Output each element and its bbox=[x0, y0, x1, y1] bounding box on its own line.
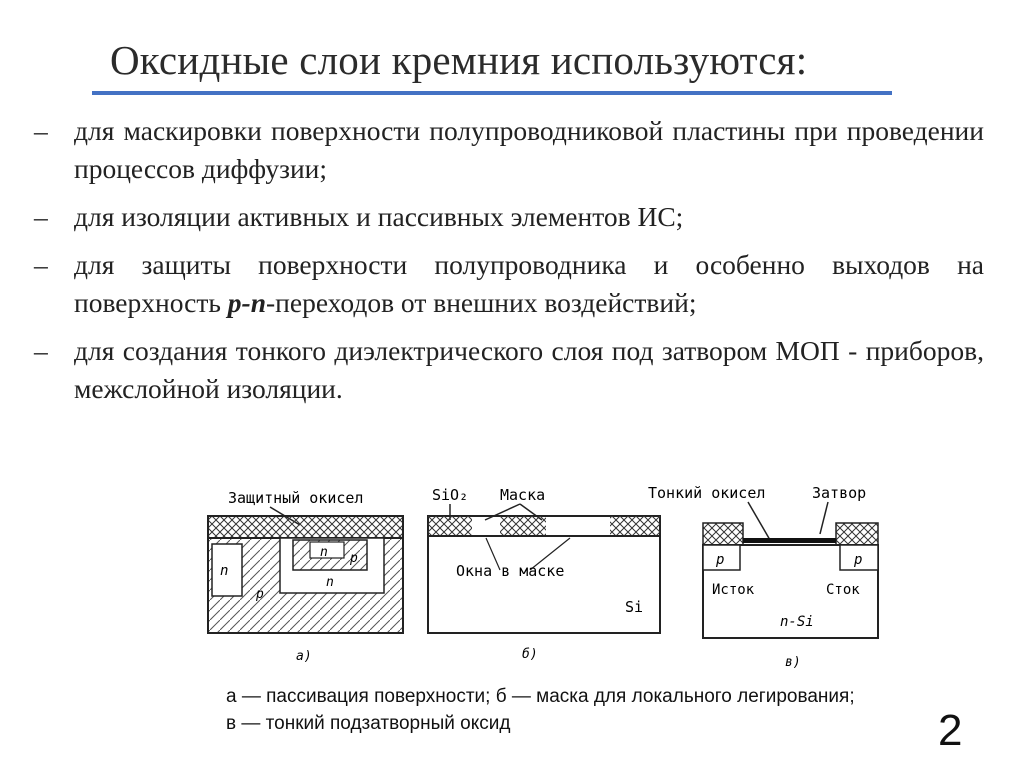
oxide-left bbox=[703, 523, 743, 545]
leader-line bbox=[748, 502, 770, 540]
label-mask: Маска bbox=[500, 486, 546, 504]
label-protective-oxide: Защитный окисел bbox=[228, 489, 364, 507]
slide-title: Оксидные слои кремния используются: bbox=[110, 37, 808, 83]
label-n: n bbox=[326, 575, 334, 590]
bullet-text: для создания тонкого диэлектрического слоя под затвором МОП - приборов, межслойной изоляции. bbox=[74, 335, 984, 404]
bullet-marker: – bbox=[34, 335, 48, 366]
bullet-text: для защиты поверхности полупроводника и особенно выходов на поверхность bbox=[74, 249, 984, 318]
label-p: p bbox=[256, 587, 264, 602]
label-p: p bbox=[350, 551, 358, 566]
oxide-segment bbox=[610, 516, 660, 536]
label-n: n bbox=[320, 545, 328, 560]
label-windows: Окна в маске bbox=[456, 562, 565, 580]
label-n: n bbox=[220, 563, 229, 579]
oxide-right bbox=[836, 523, 878, 545]
diagram-b-mask bbox=[428, 486, 660, 662]
bullet-item bbox=[34, 198, 984, 236]
bullet-text-emphasis: p-n bbox=[227, 287, 266, 318]
label-thin-oxide: Тонкий окисел bbox=[648, 484, 766, 502]
bullet-list bbox=[34, 112, 984, 418]
gate-electrode bbox=[743, 538, 836, 543]
diagram-c-gate-oxide bbox=[648, 484, 878, 670]
bullet-item bbox=[34, 246, 984, 322]
page-number: 2 bbox=[938, 706, 963, 755]
oxide-layers-figure bbox=[200, 480, 900, 675]
label-gate: Затвор bbox=[812, 484, 867, 502]
oxide-segment bbox=[428, 516, 472, 536]
figure-caption-b: б) bbox=[522, 647, 538, 662]
title-underline bbox=[92, 91, 892, 95]
bullet-marker: – bbox=[34, 115, 48, 146]
label-drain: Сток bbox=[826, 582, 860, 598]
bullet-marker: – bbox=[34, 249, 48, 280]
bullet-marker: – bbox=[34, 201, 48, 232]
si-substrate bbox=[428, 536, 660, 633]
figure-caption: а — пассивация поверхности; б — маска для локального легирования; в — тонкий подзатворный оксид bbox=[226, 686, 855, 734]
figure-caption-c: в) bbox=[785, 655, 801, 670]
oxide-layer bbox=[208, 516, 403, 538]
label-substrate: n-Si bbox=[780, 614, 814, 630]
label-p: p bbox=[854, 552, 863, 568]
oxide-segment bbox=[500, 516, 546, 536]
label-source: Исток bbox=[712, 582, 755, 598]
bullet-text: для маскировки поверхности полупроводниковой пластины при проведении процессов диффузии; bbox=[74, 115, 984, 184]
diagram-a-passivation bbox=[208, 489, 403, 664]
figure-caption-a: а) bbox=[296, 649, 312, 664]
label-p: p bbox=[716, 552, 725, 568]
label-sio2: SiO₂ bbox=[432, 486, 469, 504]
bullet-item bbox=[34, 332, 984, 408]
bullet-text-tail: -переходов от внешних воздействий; bbox=[266, 287, 697, 318]
leader-line bbox=[820, 502, 828, 534]
bullet-item bbox=[34, 112, 984, 188]
bullet-text: для изоляции активных и пассивных элементов ИС; bbox=[74, 201, 684, 232]
label-si: Si bbox=[625, 598, 644, 616]
